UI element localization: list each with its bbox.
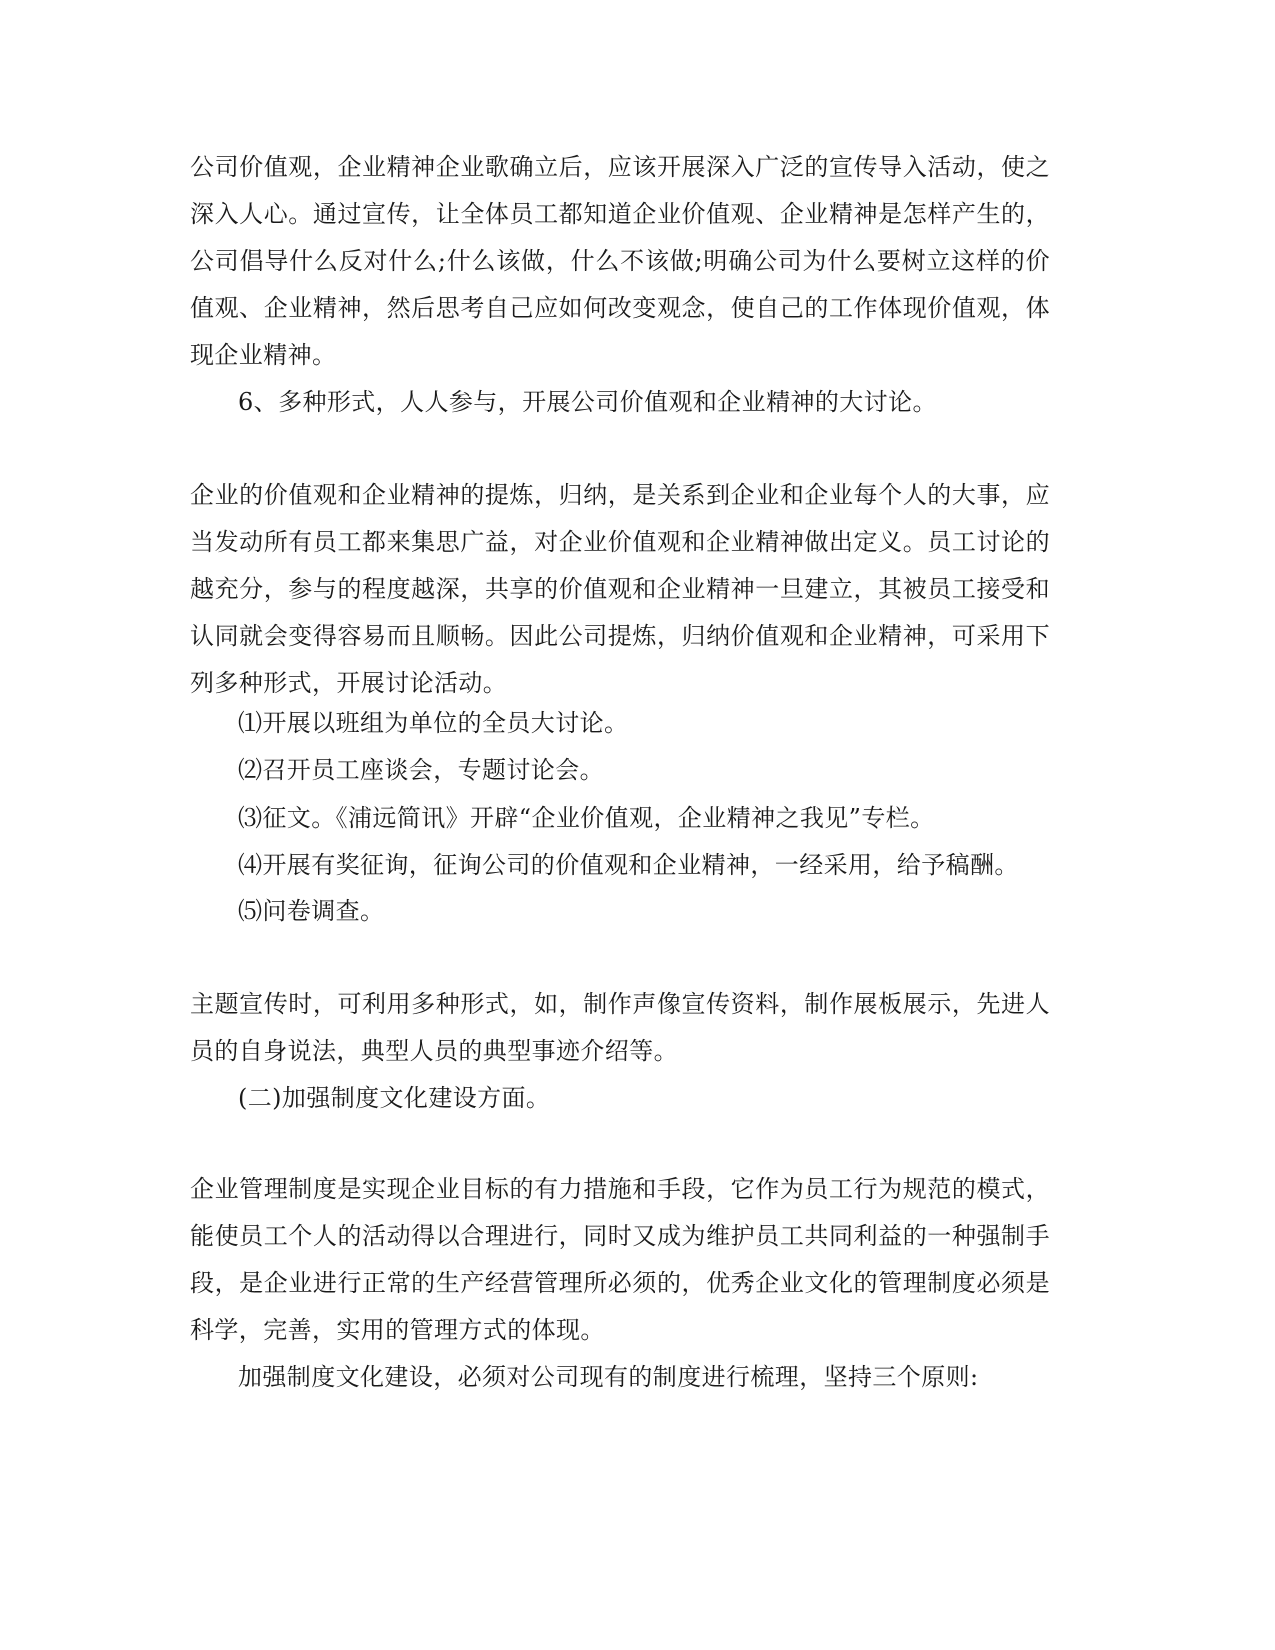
paragraph-three-principles: 加强制度文化建设，必须对公司现有的制度进行梳理，坚持三个原则: [238,1363,979,1391]
list-item-1: ⑴开展以班组为单位的全员大讨论。 [238,709,629,737]
section-heading-2: (二)加强制度文化建设方面。 [238,1084,551,1112]
paragraph-management-system: 企业管理制度是实现企业目标的有力措施和手段，它作为员工行为规范的模式，能使员工个人的活动得以合理进行，同时又成为维护员工共同利益的一种强制手段，是企业进行正常的生产经营管理所必须的，优秀企业文化的管理制度必须是科学，完善，实用的管理方式的体现。 [190,1175,1050,1344]
list-item-3: ⑶征文。《浦远简讯》开辟“企业价值观，企业精神之我见”专栏。 [238,804,935,832]
paragraph-discussion: 企业的价值观和企业精神的提炼，归纳，是关系到企业和企业每个人的大事，应当发动所有员工都来集思广益，对企业价值观和企业精神做出定义。员工讨论的越充分，参与的程度越深，共享的价值观和企业精神一旦建立，其被员工接受和认同就会变得容易而且顺畅。因此公司提炼，归纳价值观和企业精神，可采用下列多种形式，开展讨论活动。 [190,481,1050,697]
list-item-4: ⑷开展有奖征询，征询公司的价值观和企业精神，一经采用，给予稿酬。 [238,851,1019,879]
list-item-5: ⑸问卷调查。 [238,897,385,925]
paragraph-theme-publicity: 主题宣传时，可利用多种形式，如，制作声像宣传资料，制作展板展示，先进人员的自身说法，典型人员的典型事迹介绍等。 [190,990,1050,1065]
paragraph-publicity: 公司价值观，企业精神企业歌确立后，应该开展深入广泛的宣传导入活动，使之深入人心。通过宣传，让全体员工都知道企业价值观、企业精神是怎样产生的，公司倡导什么反对什么;什么该做，什么不该做;明确公司为什么要树立这样的价值观、企业精神，然后思考自己应如何改变观念，使自己的工作体现价值观，体现企业精神。 [190,153,1050,369]
paragraph-heading-6: 6、多种形式，人人参与，开展公司价值观和企业精神的大讨论。 [238,388,937,416]
list-item-2: ⑵召开员工座谈会，专题讨论会。 [238,756,604,784]
